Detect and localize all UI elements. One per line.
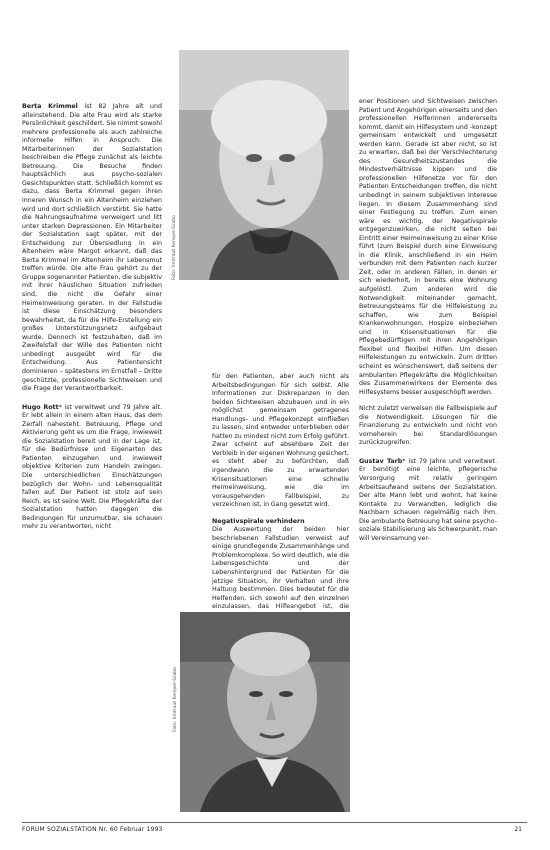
photo-credit-2: Foto: Irmtraut Kemper-Szabo	[173, 667, 178, 732]
paragraph-text: * ist verwitwet und 79 Jahre alt. Er lebt allein in einem alten Haus, das dem Zerfall nahesteht. Betreuung, Pflege und Aktivierung geht es um die Frage, inwieweit die Sozialstation bereit und in der Lage ist, für die Bedürfnisse und Eigenarten des Patienten einzugehen und inwieweit objektive Kriterien zum Handeln zwingen. Die unterschiedlichen Einschätzungen bezüglich der Wohn- und Lebensqualität fallen auf. Der Patient ist stolz auf sein Reich, es ist seine Welt. Die Pflegekräfte der Sozialstation hatten dagegen die Bedingungen für unzumutbar, sie schauen mehr zu verantworten, nicht	[22, 403, 162, 531]
portrait-woman-image	[179, 50, 349, 280]
paragraph-text: Nicht zuletzt verweisen die Fallbeispiele auf die Notwendigkeit, Lösungen für die Finanzierung zu entwickeln und nicht von vorneherein bei Standardlösungen zurückzugreifen.	[359, 405, 497, 447]
footer-rule	[22, 822, 527, 823]
paragraph-text: * ist 79 Jahre und verwitwet. Er benötigt eine leichte, pflegerische Versorgung mit relativ geringem Arbeitsaufwand seitens der Sozialstation. Der alte Mann lebt und wohnt, hat keine Kontakte zu Verwandten, lediglich die Nachbarn schauen regelmäßig nach ihm. Die ambulante Betreuung hat seine psycho-soziale Stabilisierung als Schwerpunkt, man will Vereinsamung ver-	[359, 457, 497, 542]
person-name: Gustav Tarb	[359, 457, 403, 465]
paragraph-text: Die Auswertung der beiden hier beschriebenen Fallstudien verweist auf einige grundlegende Zusammenhänge und Problemkomplexe. So wird deutlich, wie die Lebensgeschichte und der Lebenshintergrund der Patienten für die jetzige Situation, ihr Verhalten und ihre Haltung bestimmen. Dies bedeutet für die Helfenden, sich sowohl auf den einzelnen einzulassen, das Hilfeangebot ist, die	[212, 526, 349, 611]
portrait-photo-woman	[179, 50, 349, 280]
photo-credit-1: Foto: Irmtraut Kemper-Szabo	[172, 215, 177, 280]
paragraph	[22, 103, 162, 394]
paragraph-text: ist 82 Jahre alt und alleinstehend. Die alte Frau wird als starke Persönlichkeit geschildert. Sie nimmt sowohl mehrere professionelle als auch zahlreiche informelle Hilfen in Anspruch. Die Mitarbeiterinnen der Sozialstation beschreiben die Pflege zunächst als leichte Betreuung. Die Besuche finden hauptsächlich aus psycho-sozialen Gesichtspunkten statt. Schließlich kommt es dazu, dass Berta Krimmel gegen ihren inneren Wunsch in ein Altenheim einziehen wird und dort schließlich verstirbt. Sie hatte die Nahrungsaufnahme verweigert und litt unter starken Depressionen. Ein Mitarbeiter der Sozialstation sagt später, mit der Entscheidung zur Übersiedlung in ein Altenheim wäre Margot erkannt, daß das Berta Krimmel im Altenheim ihr Lebensmut treffen würde. Die alte Frau gehört zu der Gruppe sogenannter Patienten, die subjektiv mit ihrer häuslichen Situation zufrieden sind, die nicht die Gefahr einer Heimeinweisung geraten. In der Fallstudie ist diese Einschätzung besonders bewahrheitet, da für die Hilfe-Erstellung ein großes Unterstützungsnetz aufgebaut wurde. Dennoch ist festzuhalten, daß im Zweifelsfall der Wille des Patienten nicht unbedingt ausgeübt wird für die Entscheidung. Aus Patientensicht dominieren – spätestens im Ernstfall – Dritte geschützte, professionelle Sichtweisen und die Frage der Verantwortbarkeit.	[22, 103, 163, 393]
section-heading: Negativspirale verhindern	[212, 517, 305, 525]
footer-publication: FORUM SOZIALSTATION Nr. 60 Februar 1993	[22, 826, 163, 833]
person-name: Hugo Rott	[22, 403, 59, 411]
article-column-1	[22, 103, 162, 532]
paragraph	[359, 98, 497, 397]
paragraph-text: für den Patienten, aber auch nicht als Arbeitsbedingungen für sich selbst. Alle Informationen zur Diskrepanzen in den beiden Sichtweisen abzubauen und in ein möglichst gemeinsam getragenes Handlungs- und Pflegekonzept einfließen zu lassen, sind entweder unterblieben oder hatten zu mindest nicht zum Erfolg geführt. Zwar scheint auf absehbare Zeit der Verbleib in der eigenen Wohnung gesichert, es steht aber zu befürchten, daß irgendwann die zu erwartenden Krisensituationen eine schnelle Heimeinweisung, wie die im vorausgehenden Fallbeispiel, zu verzeichnen ist, in Gang gesetzt wird.	[212, 373, 349, 509]
paragraph	[359, 405, 497, 448]
paragraph	[212, 373, 349, 510]
paragraph-text: ener Positionen und Sichtweisen zwischen Patient und Angehörigen einerseits und den professionellen Helferinnen andererseits kommt, damit ein Hilfesystem und -konzept gemeinsam entwickelt und umgesetzt werden kann. Gerade ist aber nicht, so ist zu erwarten, daß bei der Verschlechterung des Gesundheitszustandes die Mindestverhältnisse kippen und die professionellen Hilfenetze vor für den Patienten Entscheidungen treffen, die nicht unbedingt in seinem subjektiven Interesse liegen. In diesem Zusammenhang sind einer Festlegung zu treffen. Zum einen wäre es wichtig, der Negativspirale entgegenzuwirken, die nicht selten bei Eintritt einer Heimeinweisung zu einer Krise führt (zum Beispiel durch eine Einweisung in die Klinik, anschließend in ein Heim verbunden mit dem Patienten nach kurzer Zeit, oder in anderen Fällen, in denen er sich wiederholt, in bereits eine Wohnung aufgelöst). Zum anderen wird die Notwendigkeit miteinander gemacht, Betreuungsteams für die Hilfeleistung zu schaffen, wie zum Beispiel Krankenwohnungen, Hospize einbeziehen und in Krisensituationen für die Pflegebedürftigen mit ihren Angehörigen flexibel und flexibel Hilfen. Um diesen Hilfeleistungen zu entwickeln. Zum dritten scheint es wünschenswert, daß seitens der ambulanten Pflegekräfte die Möglichkeiten des Zusammenwirkens der Elemente des Hilfesystems besser ausgeschöpft werden.	[359, 98, 497, 396]
paragraph	[359, 458, 497, 543]
page-number: 21	[514, 826, 522, 833]
page-footer	[22, 826, 522, 836]
paragraph	[22, 404, 162, 532]
portrait-man-image	[180, 612, 350, 812]
article-column-3	[359, 98, 497, 543]
portrait-photo-man	[180, 612, 350, 812]
person-name: Berta Krimmel	[22, 103, 78, 110]
